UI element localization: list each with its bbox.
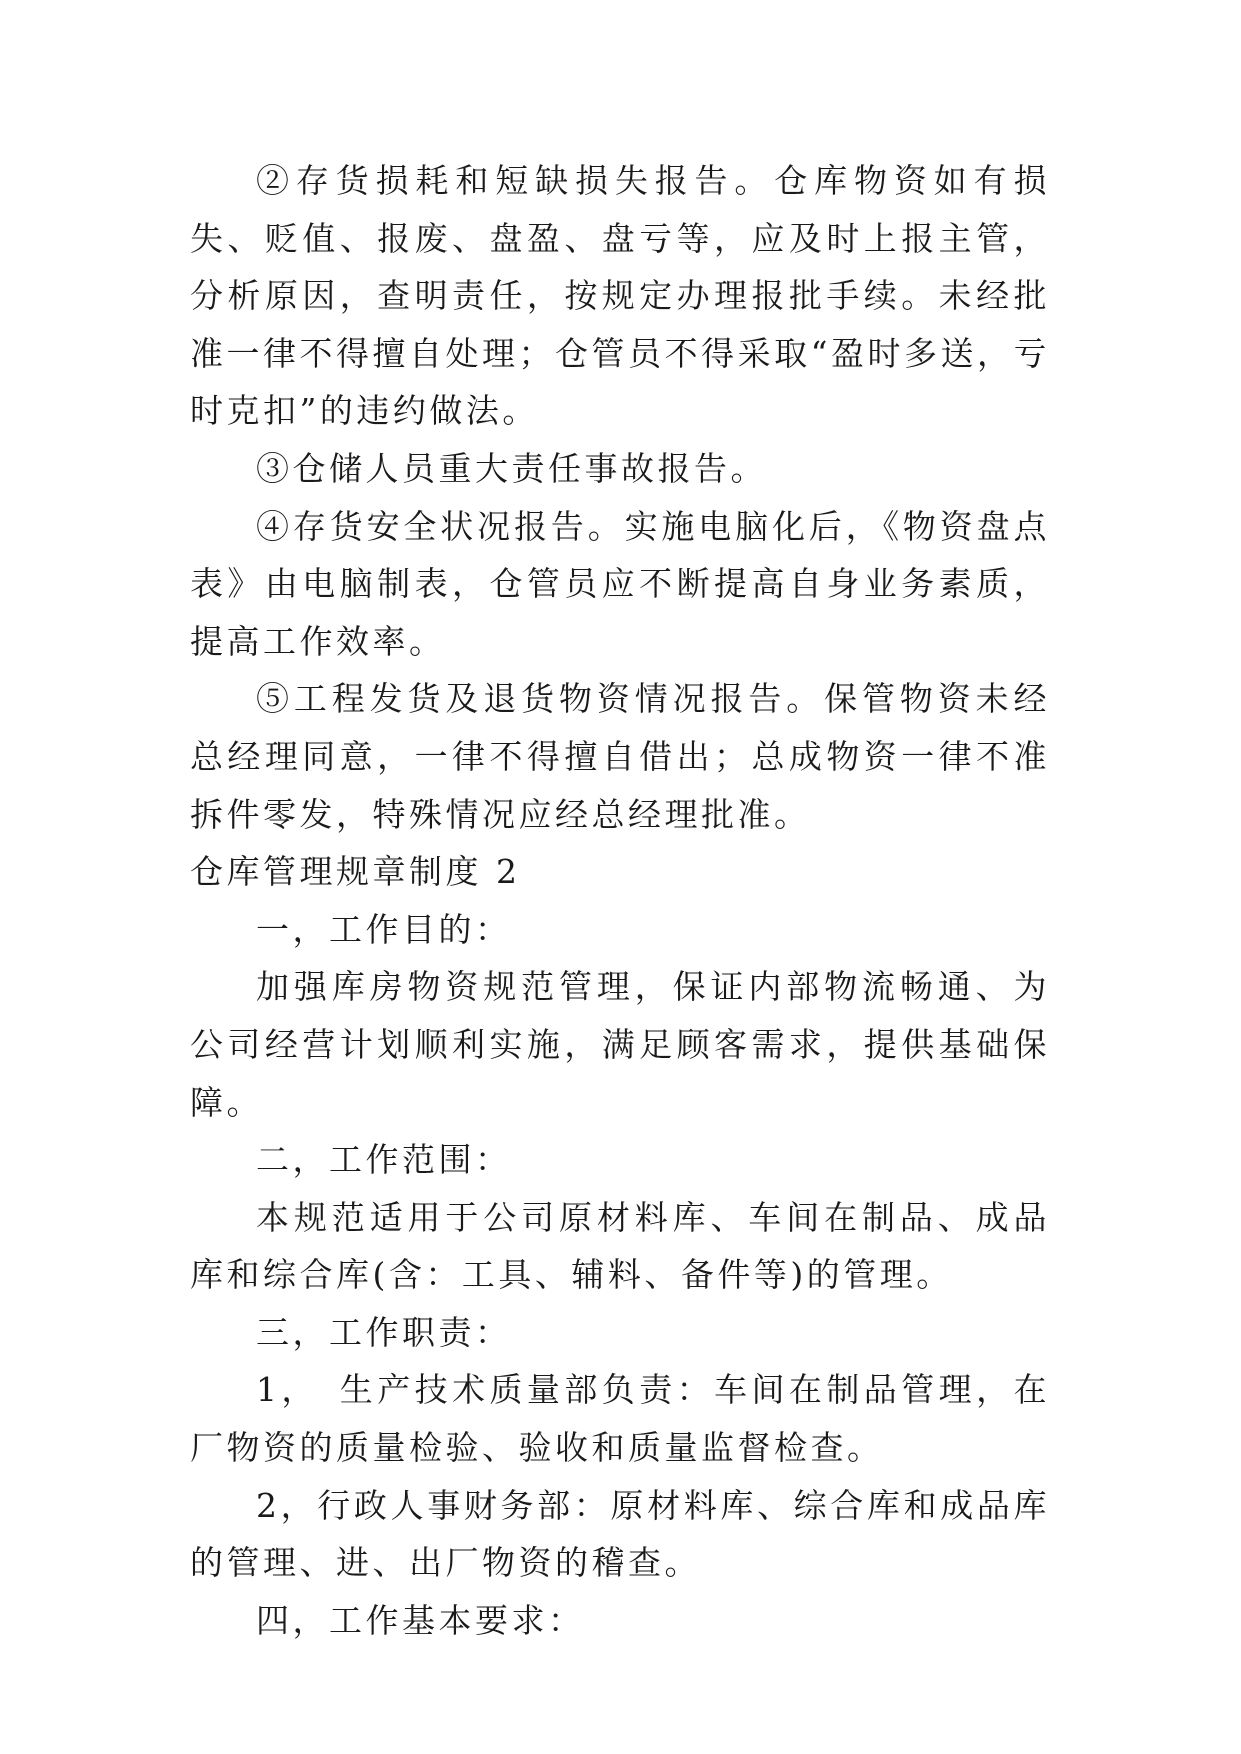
document-body: [190, 152, 1050, 1649]
paragraph-duty-2: 2，行政人事财务部：原材料库、综合库和成品库的管理、进、出厂物资的稽查。: [190, 1485, 1050, 1583]
paragraph-requirements-heading: 四，工作基本要求：: [256, 1600, 585, 1640]
paragraph-loss-report: ②存货损耗和短缺损失报告。仓库物资如有损失、贬值、报废、盘盈、盘亏等，应及时上报主管，分析原因，查明责任，按规定办理报批手续。未经批准一律不得擅自处理；仓管员不得采取“盈时多送，亏时克扣”的违约做法。: [190, 161, 1050, 431]
paragraph-shipment-report: ⑤工程发货及退货物资情况报告。保管物资未经总经理同意，一律不得擅自借出；总成物资一律不准拆件零发，特殊情况应经总经理批准。: [190, 679, 1050, 834]
paragraph-duty-1: 1， 生产技术质量部负责：车间在制品管理，在厂物资的质量检验、验收和质量监督检查。: [190, 1370, 1050, 1468]
paragraph-purpose-heading: 一，工作目的：: [256, 909, 512, 949]
paragraph-safety-report: ④存货安全状况报告。实施电脑化后，《物资盘点表》由电脑制表，仓管员应不断提高自身业务素质，提高工作效率。: [190, 506, 1050, 661]
paragraph-scope-body: 本规范适用于公司原材料库、车间在制品、成品库和综合库(含：工具、辅料、备件等)的管理。: [190, 1197, 1050, 1295]
paragraph-purpose-body: 加强库房物资规范管理，保证内部物流畅通、为公司经营计划顺利实施，满足顾客需求，提供基础保障。: [190, 967, 1050, 1122]
paragraph-accident-report: ③仓储人员重大责任事故报告。: [256, 448, 767, 488]
paragraph-duties-heading: 三，工作职责：: [256, 1312, 512, 1352]
paragraph-scope-heading: 二，工作范围：: [256, 1140, 512, 1180]
section-title: 仓库管理规章制度 2: [190, 852, 521, 892]
